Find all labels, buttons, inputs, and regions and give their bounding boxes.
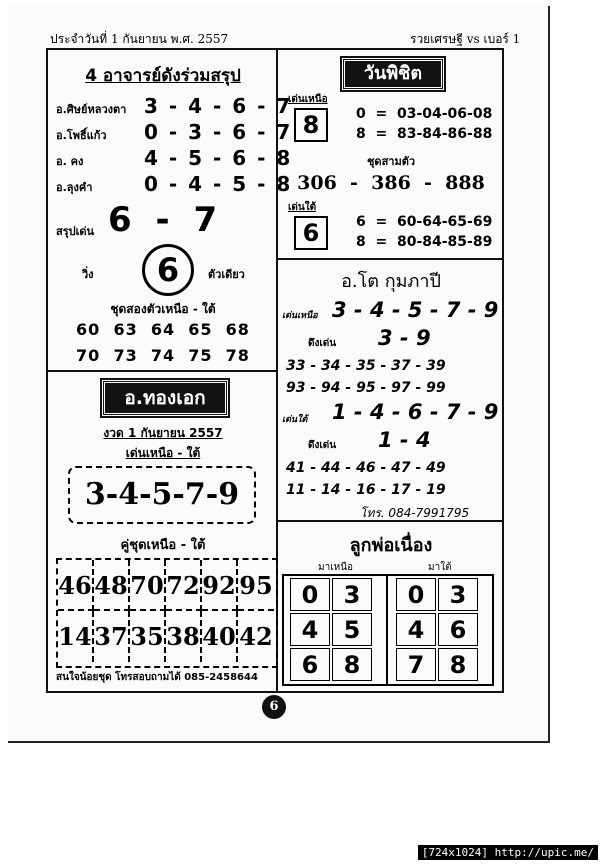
o-to-north-row-1: 33 - 34 - 35 - 37 - 39 [286, 358, 446, 374]
luk-pho-digit: 0 [396, 578, 436, 611]
pair-cell: 14 [58, 611, 94, 662]
pair-cell: 38 [166, 611, 202, 662]
pair-cell: 95 [238, 560, 274, 611]
south-line-2: 8 = 80-84-85-89 [356, 234, 493, 250]
thong-ek-title: อ.ทองเอก [102, 380, 228, 416]
luk-pho-title: ลูกพ่อเนื่อง [349, 535, 433, 556]
draw-date: งวด 1 กันยายน 2557 [103, 426, 223, 440]
master-nums-4: 0 - 4 - 5 - 8 [144, 172, 293, 196]
header-title: รวยเศรษฐี vs เบอร์ 1 [410, 32, 521, 46]
luk-pho-digit: 8 [332, 648, 372, 681]
pair-cell: 92 [202, 560, 238, 611]
south-label: เด่นใต้ [288, 202, 317, 213]
page-number: 6 [262, 695, 286, 719]
master-nums-3: 4 - 5 - 6 - 8 [144, 146, 293, 170]
luk-pho-digit: 4 [396, 613, 436, 646]
master-nums-1: 3 - 4 - 6 - 7 [144, 94, 293, 118]
rb-north-label: มาเหนือ [318, 562, 354, 573]
north-line-2: 8 = 83-84-86-88 [356, 126, 493, 142]
o-to-phone: โทร. 084-7991795 [360, 506, 470, 520]
pair-cell: 42 [239, 622, 273, 651]
luk-pho-digit: 3 [438, 578, 478, 611]
o-to-south-label: เด่นใต้ [282, 415, 308, 425]
o-to-south-row-1: 41 - 44 - 46 - 47 - 49 [286, 460, 446, 476]
north-south-label: เด่นเหนือ - ใต้ [125, 446, 201, 460]
panel-wan-phichit [278, 50, 504, 260]
rb-south-label: มาใต้ [428, 562, 452, 573]
footer-contact: สนใจน้อยชุด โทรสอบถามได้ 085-2458644 [56, 672, 258, 683]
pair-cell: 37 [94, 611, 130, 662]
o-to-title: อ.โต กุมภาปี [341, 271, 441, 292]
north-line-1: 0 = 03-04-06-08 [356, 106, 493, 122]
south-line-1: 6 = 60-64-65-69 [356, 214, 493, 230]
luk-pho-digit: 4 [290, 613, 330, 646]
o-to-south-hit: 1 - 4 [378, 428, 431, 452]
run-label: วิ่ง [82, 268, 94, 281]
o-to-south-value: 1 - 4 - 6 - 7 - 9 [332, 400, 499, 424]
south-digit-box: 6 [294, 216, 328, 250]
master-name-2: อ.โพธิ์แก้ว [56, 129, 107, 142]
panel-thong-ek [48, 372, 278, 691]
pair-cell: 40 [202, 611, 238, 662]
o-to-south-row-2: 11 - 14 - 16 - 17 - 19 [286, 482, 446, 498]
luk-pho-digit: 7 [396, 648, 436, 681]
pair-cell: 35 [130, 611, 166, 662]
pair-cell: 46 [58, 560, 94, 611]
wan-phichit-title: วันพิชิต [342, 58, 444, 90]
panel-o-to [278, 260, 504, 522]
content-frame [46, 48, 504, 693]
pair-cell: 70 [130, 560, 166, 611]
o-to-north-label: เด่นเหนือ [282, 311, 318, 321]
pairs-row-2: 70 73 74 75 78 [76, 346, 250, 365]
luk-pho-digit: 6 [290, 648, 330, 681]
main-value-box: 3-4-5-7-9 [68, 466, 256, 524]
master-name-3: อ. คง [56, 155, 84, 168]
luk-pho-digit: 5 [332, 613, 372, 646]
three-digit-title: ชุดสามตัว [366, 155, 416, 168]
o-to-north-hit-label: ดึงเด่น [308, 338, 337, 349]
four-masters-title: 4 อาจารย์ดังร่วมสรุป [85, 66, 241, 86]
north-label: เด่นเหนือ [288, 94, 328, 105]
pairs-row-1: 60 63 64 65 68 [76, 320, 250, 339]
o-to-north-value: 3 - 4 - 5 - 7 - 9 [332, 298, 499, 322]
luk-pho-digit: 8 [438, 648, 478, 681]
o-to-north-hit: 3 - 9 [378, 326, 431, 350]
o-to-south-hit-label: ดึงเด่น [308, 440, 337, 451]
o-to-north-row-2: 93 - 94 - 95 - 97 - 99 [286, 380, 446, 396]
panel-luk-pho-nueang [278, 522, 504, 691]
pairs-title-lb: คู่ชุดเหนือ - ใต้ [120, 538, 206, 553]
luk-pho-digit: 3 [332, 578, 372, 611]
luk-pho-digit: 6 [438, 613, 478, 646]
three-digit-value: 306 - 386 - 888 [297, 172, 485, 194]
luk-pho-digit: 0 [290, 578, 330, 611]
north-digit-box: 8 [294, 108, 328, 142]
pair-cell: 48 [94, 560, 130, 611]
single-digit-circle: 6 [142, 244, 194, 296]
luk-pho-divider [386, 574, 388, 686]
header-date: ประจำวันที่ 1 กันยายน พ.ศ. 2557 [50, 32, 229, 46]
watermark: [724x1024] http://upic.me/ [418, 845, 598, 860]
pairs-title: ชุดสองตัวเหนือ - ใต้ [110, 302, 216, 316]
summary-label: สรุปเด่น [56, 225, 95, 238]
master-name-1: อ.ศิษย์หลวงตา [56, 103, 127, 116]
summary-value: 6 - 7 [108, 200, 224, 240]
master-name-4: อ.ลุงคำ [56, 181, 93, 194]
panel-four-masters [48, 50, 293, 372]
pair-cell: 72 [166, 560, 202, 611]
master-nums-2: 0 - 3 - 6 - 7 [144, 120, 293, 144]
single-label: ตัวเดียว [208, 268, 245, 281]
